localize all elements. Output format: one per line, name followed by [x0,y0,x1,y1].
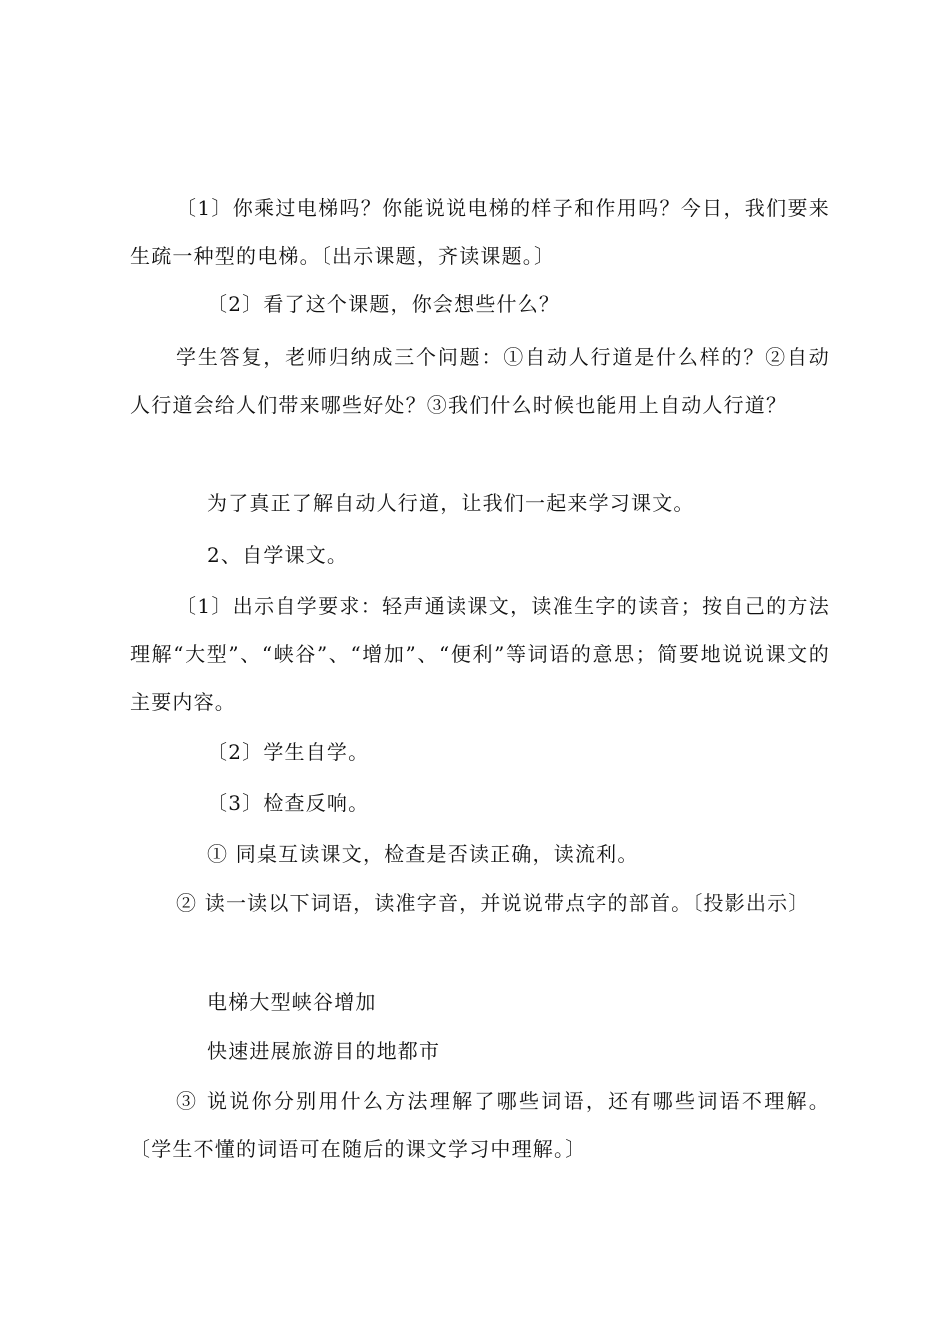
paragraph-title-thoughts: 〔2〕看了这个课题，你会想些什么？ [207,292,561,316]
paragraph-three-questions: 学生答复，老师归纳成三个问题：①自动人行道是什么样的？②自动人行道会给人们带来哪些好处？③我们什么时候也能用上自动人行道？ [130,345,830,417]
paragraph-student-self-study: 〔2〕学生自学。 [207,740,370,764]
word-list-line-1: 电梯大型峡谷增加 [207,990,377,1014]
paragraph-learn-text: 为了真正了解自动人行道，让我们一起来学习课文。 [207,491,695,515]
section-heading-self-study: 2、自学课文。 [207,543,349,567]
paragraph-elevator-intro: 〔1〕你乘过电梯吗？你能说说电梯的样子和作用吗？今日，我们要来生疏一种型的电梯。〔出示课题，齐读课题。〕 [130,196,830,268]
paragraph-check-feedback: 〔3〕检查反响。 [207,791,370,815]
paragraph-read-with-deskmate: ① 同桌互读课文，检查是否读正确，读流利。 [207,842,639,866]
paragraph-self-study-requirements: 〔1〕出示自学要求：轻声通读课文，读准生字的读音；按自己的方法理解“大型”、“峡谷”、“增加”、“便利”等词语的意思；简要地说说课文的主要内容。 [130,594,830,714]
paragraph-read-words: ② 读一读以下词语，读准字音，并说说带点字的部首。〔投影出示〕 [176,891,810,915]
word-list-line-2: 快速进展旅游目的地都市 [207,1039,441,1063]
paragraph-word-methods: ③ 说说你分别用什么方法理解了哪些词语，还有哪些词语不理解。〔学生不懂的词语可在随后的课文学习中理解。〕 [130,1089,830,1161]
